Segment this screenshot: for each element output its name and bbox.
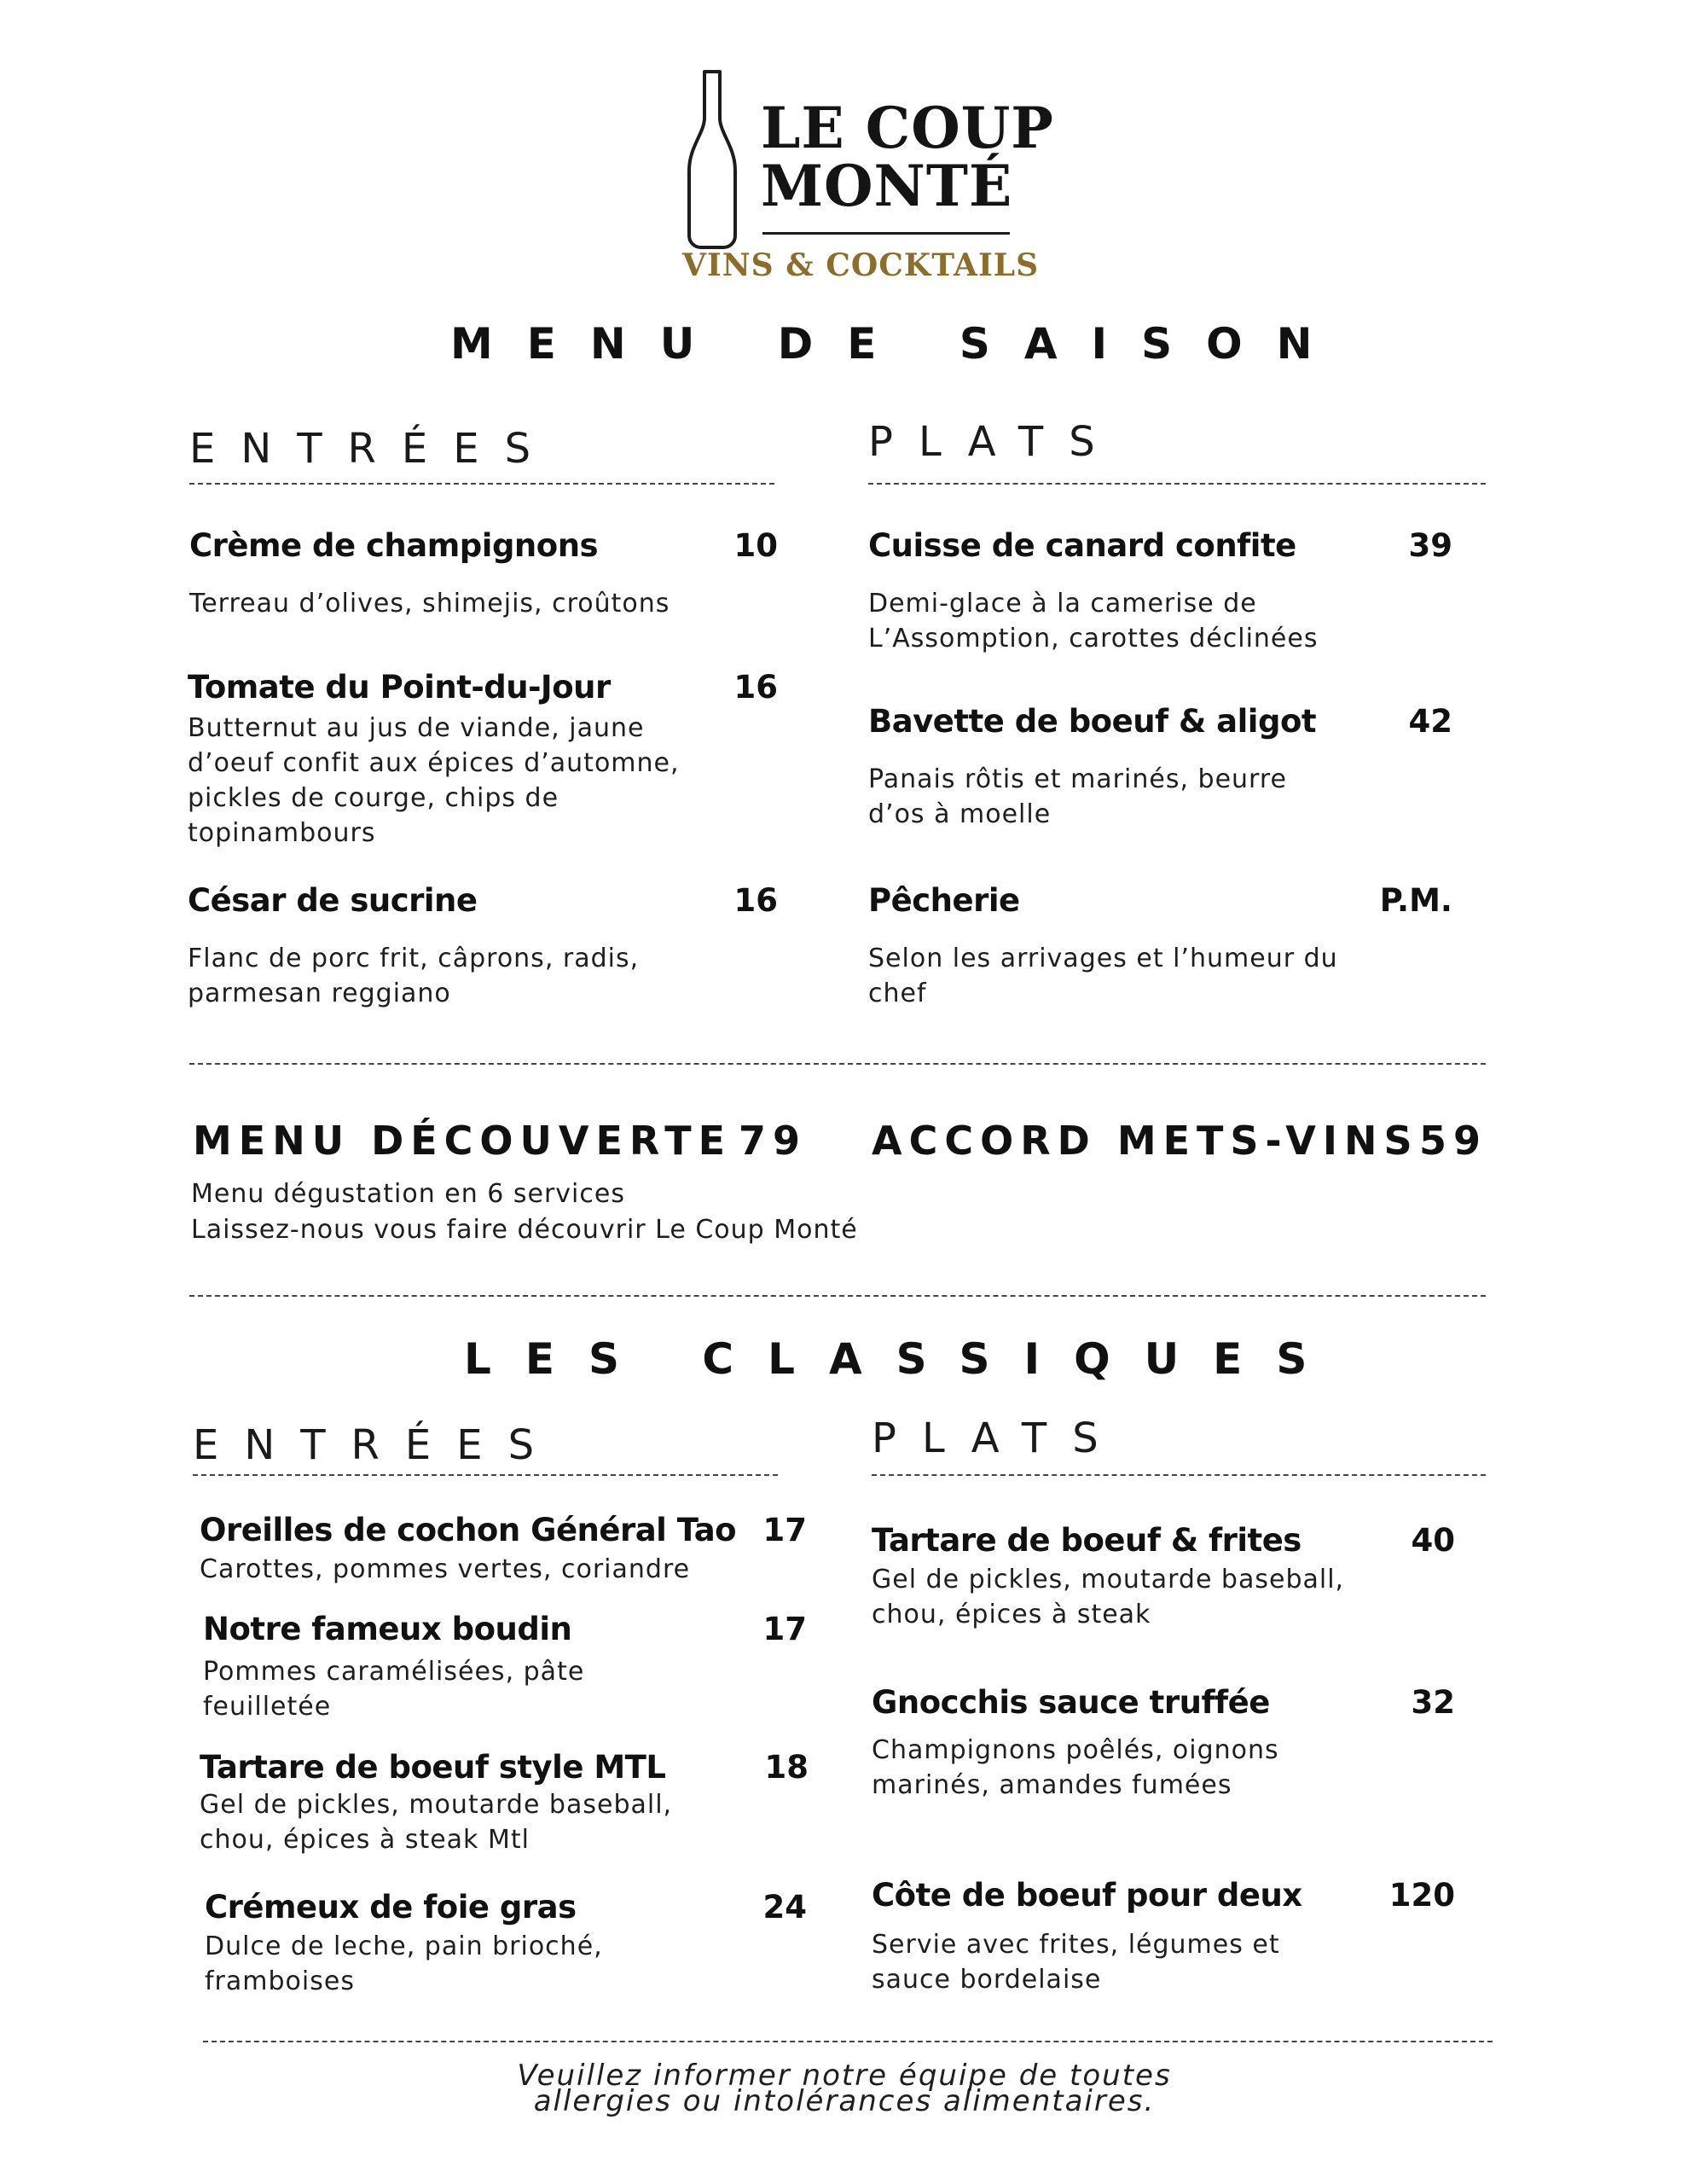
accord-mets-vins-title: ACCORD METS-VINS: [872, 1118, 1419, 1164]
menu-item: [203, 1611, 807, 1724]
item-description: Butternut au jus de viande, jaune d’oeuf confit aux épices d’automne, pickles de courge, chips de topinambours: [188, 713, 680, 848]
item-description: Flanc de porc frit, câprons, radis, parmesan reggiano: [188, 944, 640, 1008]
menu-item: [872, 1877, 1455, 1997]
item-description: Terreau d’olives, shimejis, croûtons: [189, 589, 670, 619]
divider: [189, 483, 774, 485]
item-description: Carottes, pommes vertes, coriandre: [200, 1554, 691, 1584]
logo: [682, 68, 1054, 299]
item-price: 17: [762, 1611, 807, 1647]
item-description: Gel de pickles, moutarde baseball, chou, épices à steak Mtl: [200, 1790, 673, 1855]
logo-line-2: MONTÉ: [761, 153, 1013, 219]
wine-bottle-icon: [682, 68, 742, 252]
item-name: Crémeux de foie gras: [205, 1889, 577, 1926]
menu-item: [868, 703, 1452, 832]
item-name: Gnocchis sauce truffée: [872, 1684, 1270, 1721]
allergy-notice-line-2: allergies ou intolérances alimentaires.: [533, 2084, 1156, 2118]
item-description: Pommes caramélisées, pâte feuilletée: [203, 1657, 585, 1722]
logo-tagline: VINS & COCKTAILS: [682, 247, 1040, 283]
allergy-notice-line-1: Veuillez informer notre équipe de toutes: [517, 2059, 1172, 2093]
classiques-plats-heading: PLATS: [872, 1414, 1124, 1462]
item-price: 40: [1411, 1522, 1455, 1559]
menu-item: [872, 1684, 1455, 1803]
menu-item: [200, 1512, 807, 1587]
item-price: 18: [764, 1749, 809, 1786]
item-name: Bavette de boeuf & aligot: [868, 703, 1317, 740]
divider: [203, 2041, 1493, 2042]
allergy-notice: [409, 2059, 1279, 2118]
menu-item: [188, 882, 778, 1011]
item-name: Tomate du Point-du-Jour: [188, 669, 611, 706]
item-description: Champignons poêlés, oignons marinés, amandes fumées: [872, 1735, 1279, 1800]
divider: [872, 1474, 1486, 1476]
menu-decouverte-price: 79: [739, 1118, 808, 1164]
menu-decouverte-desc-1: Menu dégustation en 6 services: [191, 1179, 625, 1209]
logo-divider: [762, 232, 1010, 235]
item-price: 16: [733, 669, 778, 706]
menu-item: [868, 527, 1452, 656]
item-name: Oreilles de cochon Général Tao: [200, 1512, 737, 1548]
item-name: Pêcherie: [868, 882, 1020, 919]
item-description: Demi-glace à la camerise de L’Assomption, carottes déclinées: [868, 589, 1319, 653]
item-description: Gel de pickles, moutarde baseball, chou, épices à steak: [872, 1565, 1345, 1629]
item-name: Côte de boeuf pour deux: [872, 1877, 1302, 1914]
item-name: Crème de champignons: [189, 527, 599, 564]
section-title-saison: MENU DE SAISON: [450, 319, 1347, 369]
saison-entrees-heading: ENTRÉES: [189, 425, 557, 473]
divider: [193, 1474, 778, 1476]
menu-decouverte-desc-2: Laissez-nous vous faire découvrir Le Coup Monté: [191, 1215, 858, 1245]
item-name: Notre fameux boudin: [203, 1611, 572, 1647]
menu-item: [188, 669, 778, 851]
classiques-entrees-heading: ENTRÉES: [193, 1421, 560, 1469]
item-price: 32: [1411, 1684, 1455, 1721]
item-price: 17: [762, 1512, 807, 1548]
accord-mets-vins-price: 59: [1419, 1118, 1488, 1164]
menu-item: [200, 1749, 809, 1857]
item-name: Cuisse de canard confite: [868, 527, 1296, 564]
logo-line-1: LE COUP: [761, 95, 1054, 161]
divider: [868, 483, 1486, 485]
item-price: 39: [1408, 527, 1452, 564]
item-price: 16: [733, 882, 778, 919]
item-name: César de sucrine: [188, 882, 478, 919]
menu-item: [872, 1522, 1455, 1632]
saison-plats-heading: PLATS: [868, 418, 1121, 466]
item-price: 10: [733, 527, 778, 564]
item-description: Selon les arrivages et l’humeur du chef: [868, 944, 1338, 1008]
item-description: Panais rôtis et marinés, beurre d’os à moelle: [868, 764, 1287, 829]
menu-item: [189, 527, 778, 621]
item-description: Dulce de leche, pain brioché, framboises: [205, 1931, 603, 1996]
divider: [189, 1295, 1486, 1297]
menu-item: [205, 1889, 807, 1999]
menu-item: [868, 882, 1452, 1011]
item-price: 42: [1408, 703, 1452, 740]
item-price: 120: [1388, 1877, 1455, 1914]
item-description: Servie avec frites, légumes et sauce bordelaise: [872, 1930, 1280, 1995]
item-name: Tartare de boeuf style MTL: [200, 1749, 666, 1786]
menu-decouverte-title: MENU DÉCOUVERTE: [193, 1118, 733, 1164]
section-title-classiques: LES CLASSIQUES: [464, 1334, 1342, 1384]
item-price: P.M.: [1379, 882, 1452, 919]
divider: [189, 1063, 1486, 1065]
item-price: 24: [762, 1889, 807, 1926]
item-name: Tartare de boeuf & frites: [872, 1522, 1301, 1559]
